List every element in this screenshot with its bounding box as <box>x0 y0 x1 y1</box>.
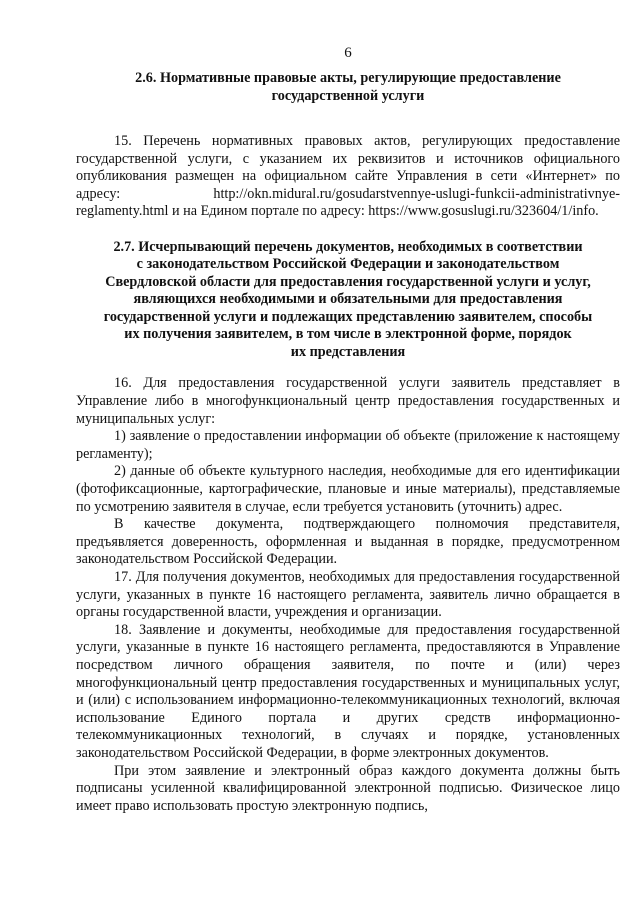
section-2-7-heading <box>76 239 620 362</box>
paragraph-electronic-signature: При этом заявление и электронный образ каждого документа должны быть подписаны усиленной квалифицированной электронной подписью. Физическое лицо имеет право использовать простую электронную подпись, <box>76 762 620 814</box>
heading-line: 2.7. Исчерпывающий перечень документов, необходимых в соответствии <box>113 238 583 255</box>
heading-line: их получения заявителем, в том числе в электронной форме, порядок <box>124 326 572 343</box>
heading-line: их представления <box>290 343 406 360</box>
heading-line: Свердловской области для предоставления государственной услуги и услуг, <box>105 273 591 290</box>
paragraph-16-item-2: 2) данные об объекте культурного наследия, необходимые для его идентификации (фотофиксационные, картографические, плановые и иные материалы), представляемые по усмотрению заявителя в случае, если требуется установить (уточнить) адрес. <box>76 463 620 515</box>
heading-line: 2.6. Нормативные правовые акты, регулирующие предоставление <box>135 70 561 86</box>
paragraph-15: 15. Перечень нормативных правовых актов, регулирующих предоставление государственной услуги, с указанием их реквизитов и источников официального опубликования размещен на официальном сайте Управления в сети «Интернет» по адресу: http://okn.midural.ru/gosudarstvennye-uslugi-funkcii-administrativnye-reglamenty.html и на Едином портале по адресу: https://www.gosuslugi.ru/323604/1/info. <box>76 133 620 220</box>
section-2-6-heading <box>76 70 620 105</box>
heading-line: государственной услуги <box>271 87 425 104</box>
heading-line: являющихся необходимыми и обязательными для предоставления <box>133 291 563 308</box>
heading-line: государственной услуги и подлежащих представлению заявителем, способы <box>103 308 593 325</box>
paragraph-18: 18. Заявление и документы, необходимые для предоставления государственной услуги, указанные в пункте 16 настоящего регламента, предоставляются в Управление посредством личного обращения заявителя, по почте и (или) через многофункциональный центр предоставления государственных и муниципальных услуг, и (или) с использованием информационно-телекоммуникационных технологий, включая использование Единого портала и других средств информационно-телекоммуникационных технологий, в случаях и порядке, установленных законодательством Российской Федерации, в форме электронных документов. <box>76 621 620 761</box>
paragraph-16: 16. Для предоставления государственной услуги заявитель представляет в Управление либо в многофункциональный центр предоставления государственных и муниципальных услуг: <box>76 375 620 427</box>
paragraph-representative: В качестве документа, подтверждающего полномочия представителя, предъявляется доверенность, оформленная и выданная в порядке, предусмотренном законодательством Российской Федерации. <box>76 516 620 568</box>
paragraph-17: 17. Для получения документов, необходимых для предоставления государственной услуги, указанных в пункте 16 настоящего регламента, заявитель лично обращается в органы государственной власти, учреждения и организации. <box>76 569 620 621</box>
page-number: 6 <box>344 45 352 61</box>
heading-line: с законодательством Российской Федерации и законодательством <box>136 256 560 273</box>
paragraph-16-item-1: 1) заявление о предоставлении информации об объекте (приложение к настоящему регламенту); <box>76 428 620 462</box>
